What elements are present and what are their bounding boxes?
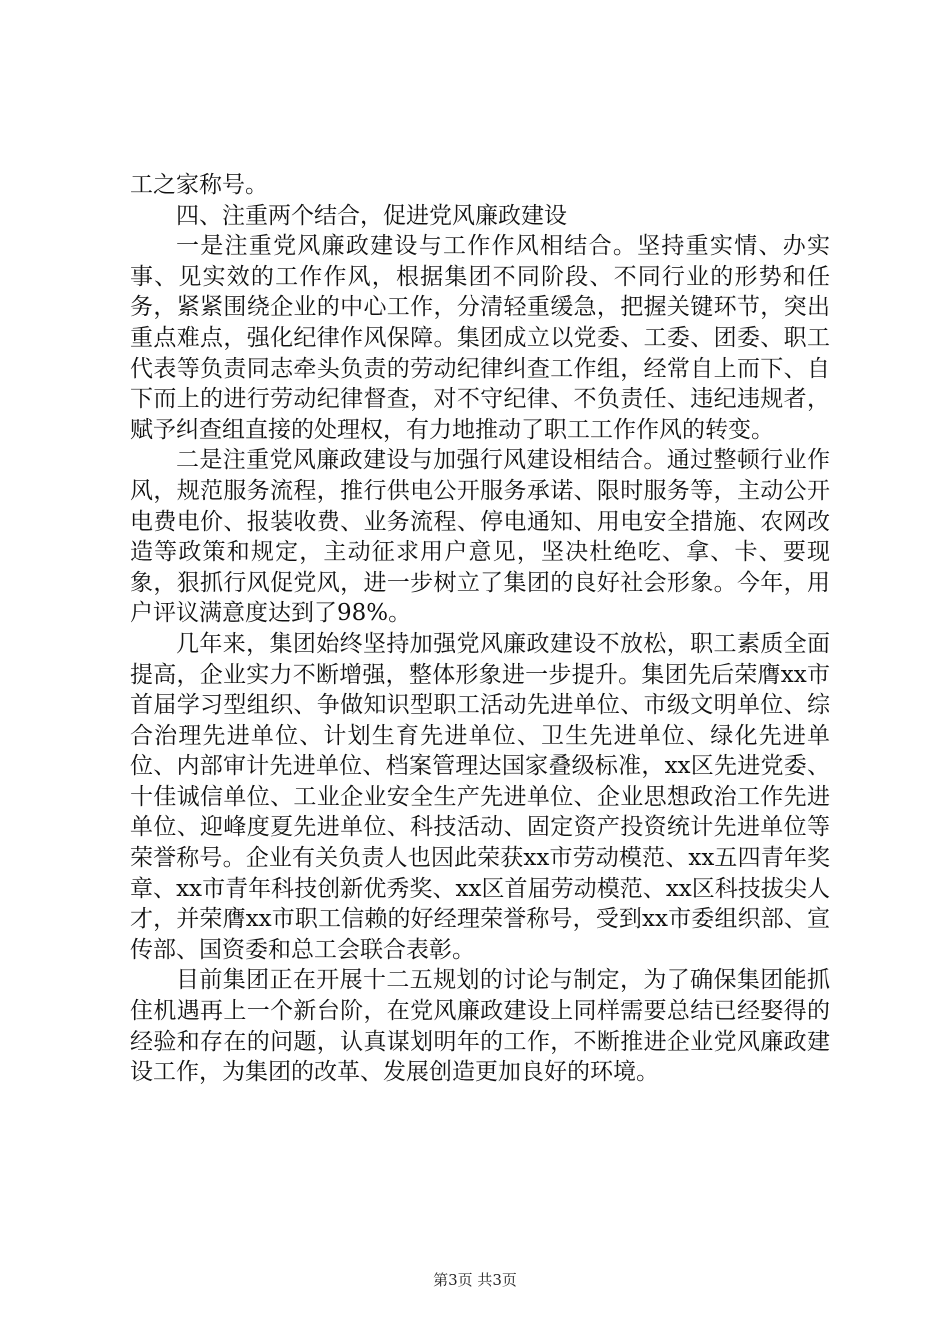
section-heading: 四、注重两个结合，促进党风廉政建设 [176,202,567,229]
page-number: 第3页 共3页 [433,1271,517,1289]
paragraph-continuation: 工之家称号。 [130,172,268,198]
paragraph: 二是注重党风廉政建设与加强行风建设相结合。通过整顿行业作风，规范服务流程，推行供电公开服务承诺、限时服务等，主动公开电费电价、报装收费、业务流程、停电通知、用电安全措施、农网改造等政策和规定，主动征求用户意见，坚决杜绝吃、拿、卡、要现象，狠抓行风促党风，进一步树立了集团的良好社会形象。今年，用户评议满意度达到了98%。 [130,447,830,627]
document-body [130,170,830,1088]
paragraph: 一是注重党风廉政建设与工作作风相结合。坚持重实情、办实事、见实效的工作作风，根据集团不同阶段、不同行业的形势和任务，紧紧围绕企业的中心工作，分清轻重缓急，把握关键环节，突出重点难点，强化纪律作风保障。集团成立以党委、工委、团委、职工代表等负责同志牵头负责的劳动纪律纠查工作组，经常自上而下、自下而上的进行劳动纪律督查，对不守纪律、不负责任、违纪违规者，赋予纠查组直接的处理权，有力地推动了职工工作作风的转变。 [130,233,830,443]
paragraph: 目前集团正在开展十二五规划的讨论与制定，为了确保集团能抓住机遇再上一个新台阶，在党风廉政建设上同样需要总结已经娶得的经验和存在的问题，认真谋划明年的工作，不断推进企业党风廉政建设工作，为集团的改革、发展创造更加良好的环境。 [130,967,830,1086]
page-footer [0,1270,950,1290]
paragraph: 几年来，集团始终坚持加强党风廉政建设不放松，职工素质全面提高，企业实力不断增强，整体形象进一步提升。集团先后荣膺xx市首届学习型组织、争做知识型职工活动先进单位、市级文明单位、综合治理先进单位、计划生育先进单位、卫生先进单位、绿化先进单位、内部审计先进单位、档案管理达国家叠级标准，xx区先进党委、十佳诚信单位、工业企业安全生产先进单位、企业思想政治工作先进单位、迎峰度夏先进单位、科技活动、固定资产投资统计先进单位等荣誉称号。企业有关负责人也因此荣获xx市劳动模范、xx五四青年奖章、xx市青年科技创新优秀奖、xx区首届劳动模范、xx区科技拔尖人才，并荣膺xx市职工信赖的好经理荣誉称号，受到xx市委组织部、宣传部、国资委和总工会联合表彰。 [130,630,830,963]
